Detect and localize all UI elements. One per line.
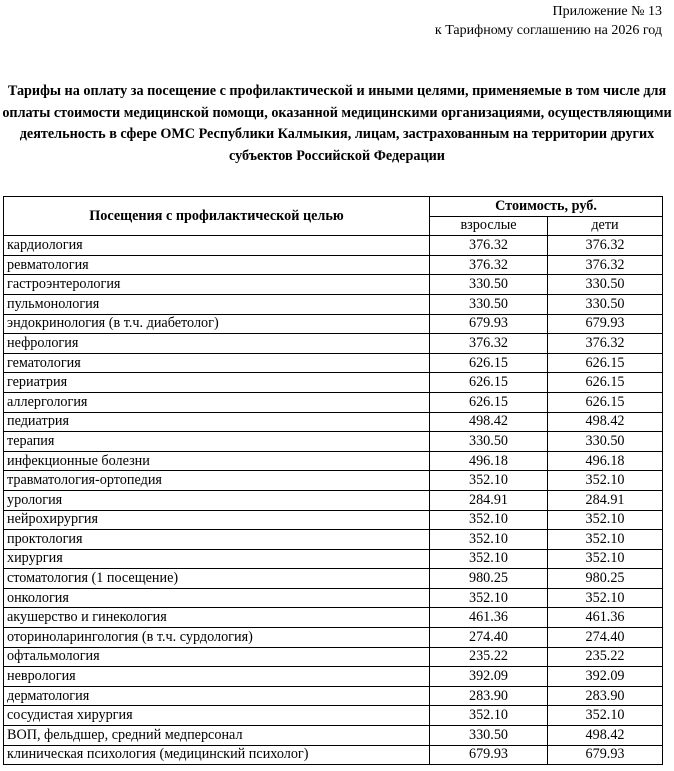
specialty-cell: травматология-ортопедия: [4, 471, 430, 491]
specialty-cell: кардиология: [4, 236, 430, 256]
specialty-cell: проктология: [4, 530, 430, 550]
child-cost-cell: 461.36: [548, 608, 663, 628]
column-header-adults: взрослые: [430, 216, 548, 236]
table-row: [4, 451, 663, 471]
table-row: [4, 255, 663, 275]
table-row: [4, 628, 663, 648]
child-cost-cell: 274.40: [548, 628, 663, 648]
column-header-children: дети: [548, 216, 663, 236]
table-row: [4, 275, 663, 295]
child-cost-cell: 283.90: [548, 686, 663, 706]
adult-cost-cell: 330.50: [430, 294, 548, 314]
adult-cost-cell: 376.32: [430, 334, 548, 354]
table-row: [4, 294, 663, 314]
specialty-cell: ревматология: [4, 255, 430, 275]
table-row: [4, 549, 663, 569]
adult-cost-cell: 626.15: [430, 392, 548, 412]
child-cost-cell: 626.15: [548, 353, 663, 373]
child-cost-cell: 352.10: [548, 530, 663, 550]
specialty-cell: гастроэнтерология: [4, 275, 430, 295]
adult-cost-cell: 376.32: [430, 255, 548, 275]
child-cost-cell: 498.42: [548, 726, 663, 746]
child-cost-cell: 376.32: [548, 236, 663, 256]
adult-cost-cell: 496.18: [430, 451, 548, 471]
table-row: [4, 490, 663, 510]
specialty-cell: педиатрия: [4, 412, 430, 432]
child-cost-cell: 496.18: [548, 451, 663, 471]
specialty-cell: ВОП, фельдшер, средний медперсонал: [4, 726, 430, 746]
child-cost-cell: 352.10: [548, 588, 663, 608]
adult-cost-cell: 330.50: [430, 432, 548, 452]
table-row: [4, 706, 663, 726]
table-row: [4, 569, 663, 589]
tariff-table: [3, 196, 663, 765]
specialty-cell: нейрохирургия: [4, 510, 430, 530]
specialty-cell: акушерство и гинекология: [4, 608, 430, 628]
specialty-cell: гериатрия: [4, 373, 430, 393]
table-row: [4, 588, 663, 608]
child-cost-cell: 392.09: [548, 667, 663, 687]
column-header-cost: Стоимость, руб.: [430, 197, 663, 217]
adult-cost-cell: 376.32: [430, 236, 548, 256]
specialty-cell: хирургия: [4, 549, 430, 569]
child-cost-cell: 626.15: [548, 392, 663, 412]
specialty-cell: терапия: [4, 432, 430, 452]
adult-cost-cell: 352.10: [430, 706, 548, 726]
specialty-cell: эндокринология (в т.ч. диабетолог): [4, 314, 430, 334]
adult-cost-cell: 679.93: [430, 314, 548, 334]
child-cost-cell: 352.10: [548, 706, 663, 726]
child-cost-cell: 980.25: [548, 569, 663, 589]
appendix-number: Приложение № 13: [552, 4, 662, 19]
specialty-cell: клиническая психология (медицинский психолог): [4, 745, 430, 765]
adult-cost-cell: 284.91: [430, 490, 548, 510]
table-row: [4, 236, 663, 256]
child-cost-cell: 352.10: [548, 549, 663, 569]
adult-cost-cell: 679.93: [430, 745, 548, 765]
child-cost-cell: 376.32: [548, 255, 663, 275]
table-row: [4, 667, 663, 687]
table-row: [4, 353, 663, 373]
adult-cost-cell: 283.90: [430, 686, 548, 706]
specialty-cell: нефрология: [4, 334, 430, 354]
child-cost-cell: 352.10: [548, 510, 663, 530]
adult-cost-cell: 626.15: [430, 353, 548, 373]
child-cost-cell: 235.22: [548, 647, 663, 667]
table-row: [4, 432, 663, 452]
table-row: [4, 373, 663, 393]
appendix-reference: к Тарифному соглашению на 2026 год: [434, 23, 662, 38]
child-cost-cell: 330.50: [548, 275, 663, 295]
adult-cost-cell: 461.36: [430, 608, 548, 628]
specialty-cell: офтальмология: [4, 647, 430, 667]
table-row: [4, 647, 663, 667]
adult-cost-cell: 352.10: [430, 588, 548, 608]
adult-cost-cell: 352.10: [430, 471, 548, 491]
child-cost-cell: 498.42: [548, 412, 663, 432]
table-row: [4, 471, 663, 491]
specialty-cell: пульмонология: [4, 294, 430, 314]
table-row: [4, 686, 663, 706]
appendix-header: [435, 2, 662, 40]
table-row: [4, 314, 663, 334]
table-row: [4, 608, 663, 628]
specialty-cell: урология: [4, 490, 430, 510]
child-cost-cell: 330.50: [548, 294, 663, 314]
specialty-cell: неврология: [4, 667, 430, 687]
specialty-cell: сосудистая хирургия: [4, 706, 430, 726]
table-body: [4, 236, 663, 765]
specialty-cell: стоматология (1 посещение): [4, 569, 430, 589]
adult-cost-cell: 392.09: [430, 667, 548, 687]
adult-cost-cell: 235.22: [430, 647, 548, 667]
adult-cost-cell: 330.50: [430, 275, 548, 295]
child-cost-cell: 679.93: [548, 314, 663, 334]
child-cost-cell: 284.91: [548, 490, 663, 510]
adult-cost-cell: 352.10: [430, 510, 548, 530]
specialty-cell: онкология: [4, 588, 430, 608]
document-title: Тарифы на оплату за посещение с профилактической и иными целями, применяемые в том числе для оплаты стоимости медицинской помощи, оказанной медицинскими организациями, осуществляющими деятельность в сфере ОМС Республики Калмыкия, лицам, застрахованным на территории других субъектов Российской Федерации: [2, 83, 672, 164]
specialty-cell: оториноларингология (в т.ч. сурдология): [4, 628, 430, 648]
adult-cost-cell: 352.10: [430, 530, 548, 550]
table-row: [4, 726, 663, 746]
table-row: [4, 334, 663, 354]
table-row: [4, 745, 663, 765]
table-row: [4, 510, 663, 530]
column-header-visits: Посещения с профилактической целью: [4, 197, 430, 236]
adult-cost-cell: 352.10: [430, 549, 548, 569]
adult-cost-cell: 626.15: [430, 373, 548, 393]
adult-cost-cell: 274.40: [430, 628, 548, 648]
child-cost-cell: 626.15: [548, 373, 663, 393]
child-cost-cell: 352.10: [548, 471, 663, 491]
table-header: [4, 197, 663, 236]
specialty-cell: гематология: [4, 353, 430, 373]
child-cost-cell: 376.32: [548, 334, 663, 354]
adult-cost-cell: 330.50: [430, 726, 548, 746]
adult-cost-cell: 498.42: [430, 412, 548, 432]
child-cost-cell: 679.93: [548, 745, 663, 765]
table-row: [4, 392, 663, 412]
specialty-cell: аллергология: [4, 392, 430, 412]
child-cost-cell: 330.50: [548, 432, 663, 452]
specialty-cell: дерматология: [4, 686, 430, 706]
adult-cost-cell: 980.25: [430, 569, 548, 589]
table-row: [4, 530, 663, 550]
table-row: [4, 412, 663, 432]
specialty-cell: инфекционные болезни: [4, 451, 430, 471]
